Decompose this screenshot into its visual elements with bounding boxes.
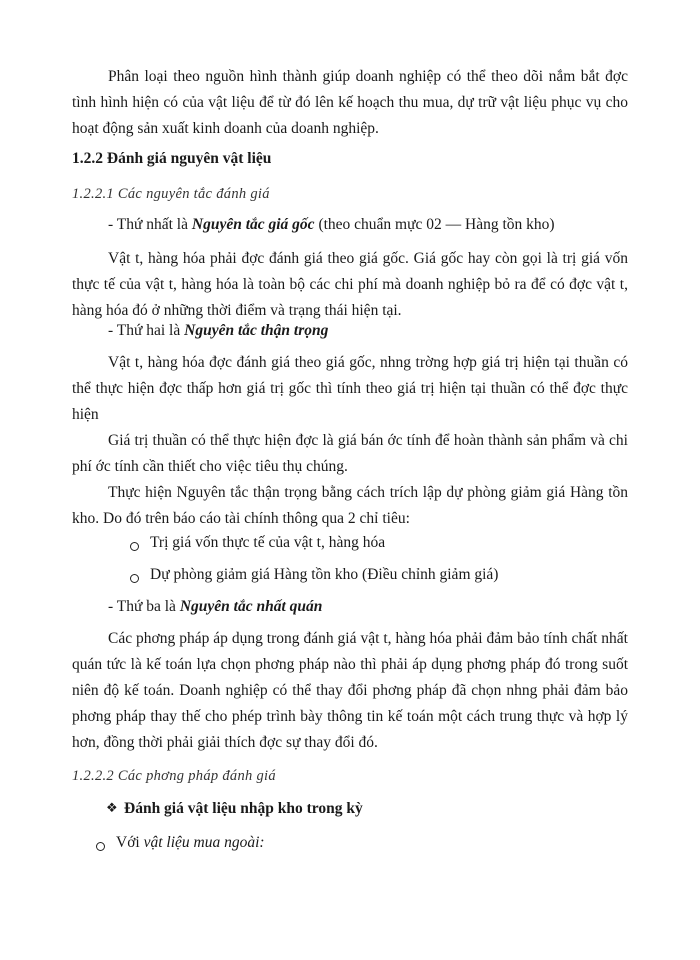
first-principle-prefix: - Thứ nhất là: [108, 216, 192, 233]
diamond-bullet-icon: ❖: [106, 800, 118, 815]
paragraph-source-classification: Phân loại theo nguồn hình thành giúp doanh nghiệp có thể theo dõi nắm bắt đợc tình hình hiện có của vật liệu để từ đó lên kế hoạch thu mua, dự trữ vật liệu phục vụ cho hoạt động sản xuất kinh doanh của doanh nghiệp.: [72, 68, 628, 137]
second-principle-name: Nguyên tắc thận trọng: [184, 322, 329, 339]
bullet-circle-icon: [130, 542, 139, 551]
third-principle-prefix: - Thứ ba là: [108, 598, 180, 615]
heading-1-2-2: 1.2.2 Đánh giá nguyên vật liệu: [72, 150, 272, 167]
bullet-circle-icon: [96, 842, 105, 851]
purchased-materials-label: vật liệu mua ngoài:: [143, 834, 265, 851]
paragraph-prudence: Vật t, hàng hóa đợc đánh giá theo giá gốc, nhng trờng hợp giá trị hiện tại thuần có thể thực hiện đợc thấp hơn giá trị gốc thì tính theo giá trị hiện tại thuần có thể đợc thực hiện: [72, 354, 628, 423]
bullet-item: Dự phòng giảm giá Hàng tồn kho (Điều chỉnh giảm giá): [150, 566, 499, 583]
purchased-materials-line: [116, 834, 265, 852]
third-principle-name: Nguyên tắc nhất quán: [179, 598, 323, 615]
paragraph-provision: Thực hiện Nguyên tắc thận trọng bằng cách trích lập dự phòng giảm giá Hàng tồn kho. Do đó trên báo cáo tài chính thông qua 2 chỉ tiêu:: [72, 484, 628, 527]
second-principle-line: [108, 322, 328, 340]
paragraph-original-cost: Vật t, hàng hóa phải đợc đánh giá theo giá gốc. Giá gốc hay còn gọi là trị giá vốn thực tế của vật t, hàng hóa là toàn bộ các chi phí mà doanh nghiệp bỏ ra để có đợc vật t, hàng hóa đó ở những thời điểm và trạng thái hiện tại.: [72, 250, 628, 319]
first-principle-suffix: (theo chuẩn mực 02 — Hàng tồn kho): [314, 216, 555, 233]
second-principle-prefix: - Thứ hai là: [108, 322, 185, 339]
heading-1-2-2-1: 1.2.2.1 Các nguyên tắc đánh giá: [72, 186, 270, 202]
heading-1-2-2-2: 1.2.2.2 Các phơng pháp đánh giá: [72, 768, 276, 784]
paragraph-net-realizable: Giá trị thuần có thể thực hiện đợc là giá bán ớc tính để hoàn thành sản phẩm và chi phí ớc tính cần thiết cho việc tiêu thụ chúng.: [72, 432, 628, 475]
first-principle-line: [108, 216, 555, 234]
first-principle-name: Nguyên tắc giá gốc: [191, 216, 315, 233]
purchased-materials-prefix: Với: [116, 834, 144, 851]
subheading-inbound-valuation: Đánh giá vật liệu nhập kho trong kỳ: [124, 800, 363, 817]
third-principle-line: [108, 598, 322, 616]
bullet-circle-icon: [130, 574, 139, 583]
paragraph-consistency: Các phơng pháp áp dụng trong đánh giá vật t, hàng hóa phải đảm bảo tính chất nhất quán tức là kế toán lựa chọn phơng pháp nào thì phải áp dụng phơng pháp đó trong suốt niên độ kế toán. Doanh nghiệp có thể thay đổi phơng pháp đã chọn nhng phải đảm bảo phơng pháp thay thế cho phép trình bày thông tin kế toán một cách trung thực và hợp lý hơn, đồng thời phải giải thích đợc sự thay đổi đó.: [72, 630, 628, 751]
bullet-item: Trị giá vốn thực tế của vật t, hàng hóa: [150, 534, 386, 551]
